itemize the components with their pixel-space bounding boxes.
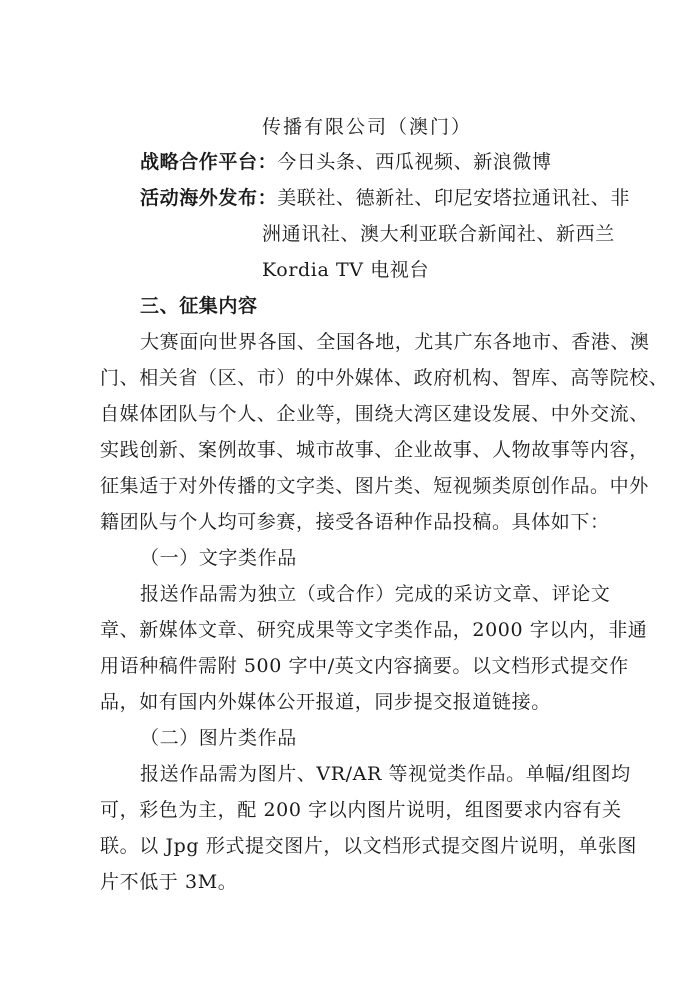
section-heading: 三、征集内容: [140, 295, 258, 317]
paragraph-line: 实践创新、案例故事、城市故事、企业故事、人物故事等内容，: [100, 439, 649, 461]
paragraph-line: 籍团队与个人均可参赛，接受各语种作品投稿。具体如下：: [100, 511, 610, 533]
paragraph-line: 报送作品需为图片、VR/AR 等视觉类作品。单幅/组图均: [140, 763, 631, 785]
strategic-partner-label: 战略合作平台：: [140, 151, 278, 173]
paragraph-line: 用语种稿件需附 500 字中/英文内容摘要。以文档形式提交作: [100, 655, 629, 677]
overseas-release-label: 活动海外发布：: [140, 187, 278, 209]
paragraph-line: 可，彩色为主，配 200 字以内图片说明，组图要求内容有关: [100, 799, 622, 821]
paragraph-line: 门、相关省（区、市）的中外媒体、政府机构、智库、高等院校、: [100, 367, 669, 389]
overseas-release-line-1: 美联社、德新社、印尼安塔拉通讯社、非: [277, 187, 631, 209]
subsection-heading-image: （二）图片类作品: [140, 727, 297, 749]
paragraph-line: 片不低于 3M。: [100, 871, 238, 893]
paragraph-line: 章、新媒体文章、研究成果等文字类作品，2000 字以内，非通: [100, 619, 648, 641]
paragraph-line: 联。以 Jpg 形式提交图片，以文档形式提交图片说明，单张图: [100, 835, 638, 857]
paragraph-line: 自媒体团队与个人、企业等，围绕大湾区建设发展、中外交流、: [100, 403, 649, 425]
subsection-heading-text: （一）文字类作品: [140, 547, 297, 569]
strategic-partner-value: 今日头条、西瓜视频、新浪微博: [277, 151, 552, 173]
organizer-continuation: 传播有限公司（澳门）: [262, 116, 473, 138]
paragraph-line: 征集适于对外传播的文字类、图片类、短视频类原创作品。中外: [100, 475, 649, 497]
overseas-release-line-3: Kordia TV 电视台: [262, 259, 430, 281]
paragraph-line: 报送作品需为独立（或合作）完成的采访文章、评论文: [140, 583, 611, 605]
paragraph-line: 品，如有国内外媒体公开报道，同步提交报道链接。: [100, 691, 551, 713]
overseas-release-row: [140, 186, 630, 210]
overseas-release-line-2: 洲通讯社、澳大利亚联合新闻社、新西兰: [262, 223, 615, 245]
paragraph-line: 大赛面向世界各国、全国各地，尤其广东各地市、香港、澳: [140, 331, 650, 353]
strategic-partner-row: [140, 150, 552, 174]
